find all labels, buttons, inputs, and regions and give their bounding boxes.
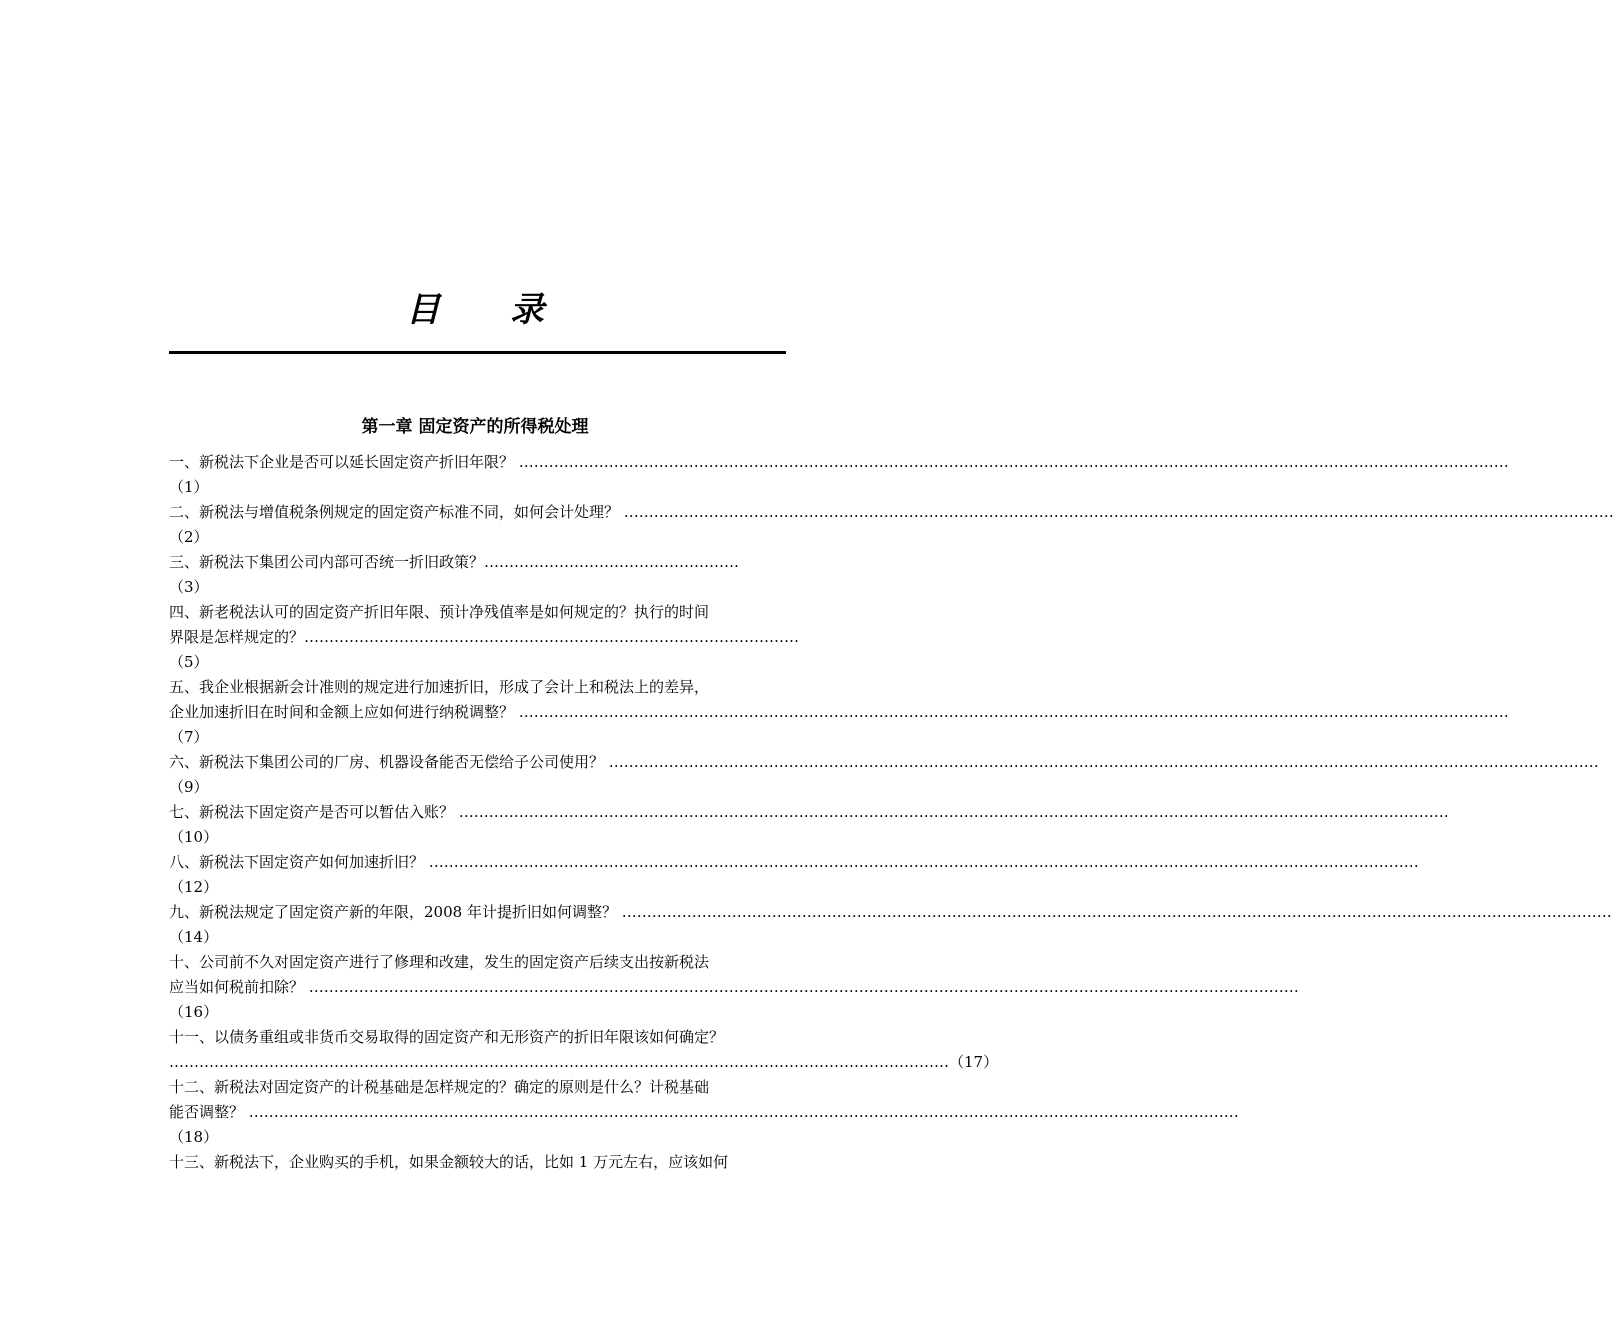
toc-page-7: （10）	[169, 828, 219, 846]
toc-entry-7[interactable]: 七、新税法下固定资产是否可以暂估入账？ ………………………………………………………………………………………………………………………………………………………………………………	[169, 800, 786, 825]
toc-entry-3[interactable]	[169, 550, 786, 575]
toc-entry-9[interactable]: 九、新税法规定了固定资产新的年限，2008 年计提折旧如何调整？ ………………………………………………………………………………………………………………………………………………………………………………	[169, 900, 786, 925]
toc-entry-10-line-1[interactable]: 十、公司前不久对固定资产进行了修理和改建，发生的固定资产后续支出按新税法	[169, 953, 710, 971]
title-char-2: 录	[510, 290, 544, 330]
toc-entry-11[interactable]: 十一、以债务重组或非货币交易取得的固定资产和无形资产的折旧年限该如何确定？	[169, 1028, 725, 1046]
toc-entry-6[interactable]: 六、新税法下集团公司的厂房、机器设备能否无偿给子公司使用？ ………………………………………………………………………………………………………………………………………………………………………………	[169, 750, 786, 775]
toc-entry-2[interactable]: 二、新税法与增值税条例规定的固定资产标准不同，如何会计处理？ ………………………………………………………………………………………………………………………………………………………………………………	[169, 500, 786, 525]
toc-page-10: （16）	[169, 1003, 219, 1021]
toc-entry-10-line-2[interactable]: 应当如何税前扣除？ ………………………………………………………………………………………………………………………………………………………………………………	[169, 975, 786, 1000]
toc-page-12: （18）	[169, 1128, 219, 1146]
toc-page-3: （3）	[169, 578, 209, 596]
toc-entry-12-line-2[interactable]: 能否调整？ ………………………………………………………………………………………………………………………………………………………………………………	[169, 1100, 786, 1125]
toc-page-5: （7）	[169, 728, 209, 746]
toc-page-2: （2）	[169, 528, 209, 546]
title-char-1: 目	[406, 290, 440, 330]
page-title	[0, 282, 950, 331]
toc-entry-4-text: 界限是怎样规定的？	[169, 628, 305, 646]
toc-entry-8[interactable]: 八、新税法下固定资产如何加速折旧？ ………………………………………………………………………………………………………………………………………………………………………………	[169, 850, 786, 875]
toc-page-4: （5）	[169, 653, 209, 671]
toc-leader: ……………………………………………	[484, 553, 740, 571]
toc-leader: …………………………………………………………………………………………………………………………………………	[169, 1053, 949, 1071]
toc-entry-12-line-1[interactable]: 十二、新税法对固定资产的计税基础是怎样规定的？确定的原则是什么？计税基础	[169, 1078, 710, 1096]
toc-entry-4-line-1[interactable]: 四、新老税法认可的固定资产折旧年限、预计净残值率是如何规定的？执行的时间	[169, 603, 710, 621]
toc-page-9: （14）	[169, 928, 219, 946]
toc-page-8: （12）	[169, 878, 219, 896]
toc-list	[169, 450, 999, 1175]
toc-leader: ………………………………………………………………………………………	[304, 628, 800, 646]
toc-page-1: （1）	[169, 478, 209, 496]
toc-page-11-row	[169, 1050, 999, 1075]
toc-page-11: （17）	[949, 1053, 999, 1071]
toc-entry-5-line-1[interactable]: 五、我企业根据新会计准则的规定进行加速折旧，形成了会计上和税法上的差异，	[169, 678, 710, 696]
chapter-heading: 第一章 固定资产的所得税处理	[361, 417, 589, 437]
toc-entry-3-text: 三、新税法下集团公司内部可否统一折旧政策？	[169, 553, 485, 571]
toc-entry-1[interactable]: 一、新税法下企业是否可以延长固定资产折旧年限？ ………………………………………………………………………………………………………………………………………………………………………………	[169, 450, 786, 475]
toc-page-6: （9）	[169, 778, 209, 796]
toc-entry-5-line-2[interactable]: 企业加速折旧在时间和金额上应如何进行纳税调整？ ………………………………………………………………………………………………………………………………………………………………………………	[169, 700, 786, 725]
toc-entry-4-line-2[interactable]	[169, 625, 800, 650]
title-rule	[169, 351, 786, 354]
toc-entry-13-line-1[interactable]: 十三、新税法下，企业购买的手机，如果金额较大的话，比如 1 万元左右，应该如何	[169, 1153, 729, 1171]
